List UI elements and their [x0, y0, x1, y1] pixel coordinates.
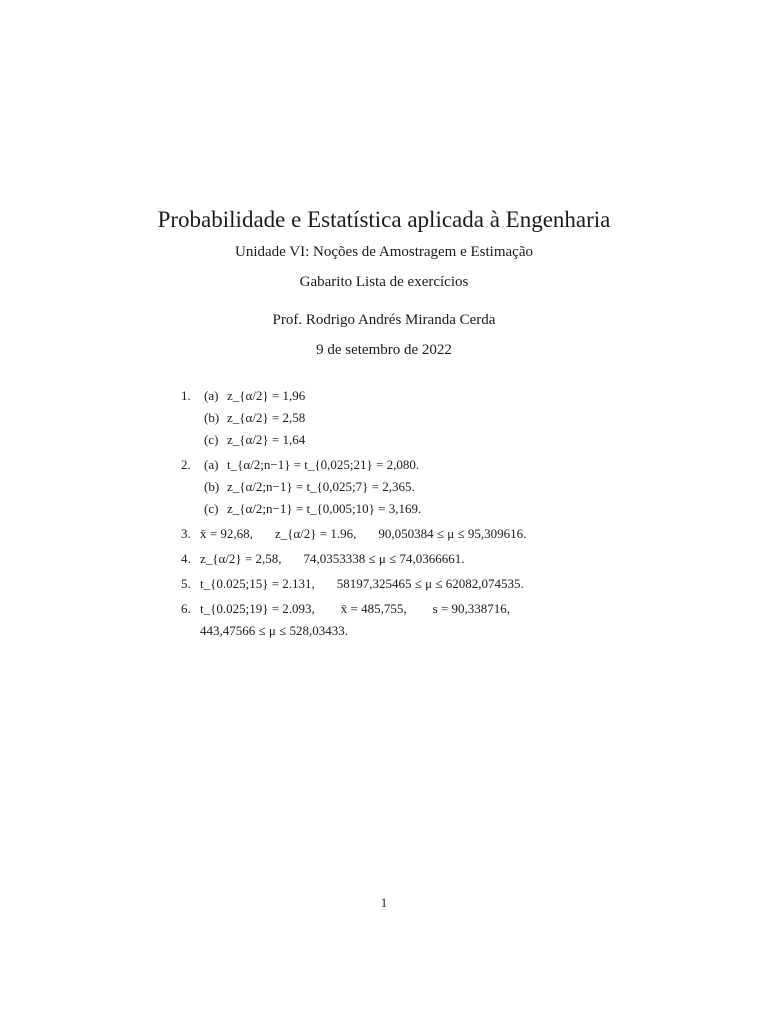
answer-number: 2. — [181, 457, 191, 472]
answer-continuation: 443,47566 ≤ μ ≤ 528,03433. — [200, 623, 348, 638]
answer-line — [200, 573, 768, 595]
unit-heading: Unidade VI: Noções de Amostragem e Estimação — [235, 244, 533, 260]
part-value: z_{α/2} = 1,64 — [227, 432, 306, 447]
answer-segment: 90,050384 ≤ μ ≤ 95,309616. — [378, 526, 527, 541]
part-label: (a) — [204, 457, 219, 472]
answer-list — [0, 385, 768, 645]
answer-part — [200, 429, 768, 451]
part-label: (b) — [204, 410, 220, 425]
answer-part — [200, 454, 768, 476]
answer-item-5 — [0, 573, 768, 595]
answer-number: 3. — [181, 526, 191, 541]
answer-part — [200, 498, 768, 520]
part-value: z_{α/2} = 1,96 — [227, 388, 306, 403]
answer-segment: 74,0353338 ≤ μ ≤ 74,0366661. — [303, 551, 465, 566]
title-block — [0, 204, 768, 360]
answer-segment: x̄ = 485,755, — [340, 601, 407, 616]
answer-part — [200, 385, 768, 407]
part-value: z_{α/2;n−1} = t_{0,025;7} = 2,365. — [227, 479, 415, 494]
answer-segment: z_{α/2} = 1.96, — [274, 526, 357, 541]
answer-number: 4. — [181, 551, 191, 566]
part-label: (a) — [204, 388, 219, 403]
part-label: (c) — [204, 432, 219, 447]
part-value: z_{α/2;n−1} = t_{0,005;10} = 3,169. — [227, 501, 422, 516]
answer-segment: s = 90,338716, — [432, 601, 511, 616]
document-title: Probabilidade e Estatística aplicada à Engenharia — [157, 207, 611, 232]
answer-line — [200, 523, 768, 545]
answer-part — [200, 407, 768, 429]
answer-segment: z_{α/2} = 2,58, — [200, 551, 282, 566]
answer-segment: x̄ = 92,68, — [200, 526, 253, 541]
part-value: z_{α/2} = 2,58 — [227, 410, 306, 425]
answer-item-2 — [0, 454, 768, 520]
document-date: 9 de setembro de 2022 — [316, 342, 452, 358]
answer-number: 1. — [181, 388, 191, 403]
answer-item-3 — [0, 523, 768, 545]
author-name: Prof. Rodrigo Andrés Miranda Cerda — [272, 312, 496, 328]
document-subtitle: Gabarito Lista de exercícios — [299, 274, 469, 290]
answer-line — [200, 548, 768, 570]
answer-item-1 — [0, 385, 768, 451]
answer-part — [200, 476, 768, 498]
answer-line — [200, 598, 768, 620]
answer-segment: 58197,325465 ≤ μ ≤ 62082,074535. — [336, 576, 524, 591]
answer-number: 5. — [181, 576, 191, 591]
answer-number: 6. — [181, 601, 191, 616]
part-value: t_{α/2;n−1} = t_{0,025;21} = 2,080. — [227, 457, 420, 472]
page-number: 1 — [380, 895, 388, 910]
answer-segment: t_{0.025;19} = 2.093, — [200, 601, 315, 616]
part-label: (c) — [204, 501, 219, 516]
answer-segment: t_{0.025;15} = 2.131, — [200, 576, 315, 591]
answer-item-4 — [0, 548, 768, 570]
part-label: (b) — [204, 479, 220, 494]
answer-item-6 — [0, 598, 768, 642]
